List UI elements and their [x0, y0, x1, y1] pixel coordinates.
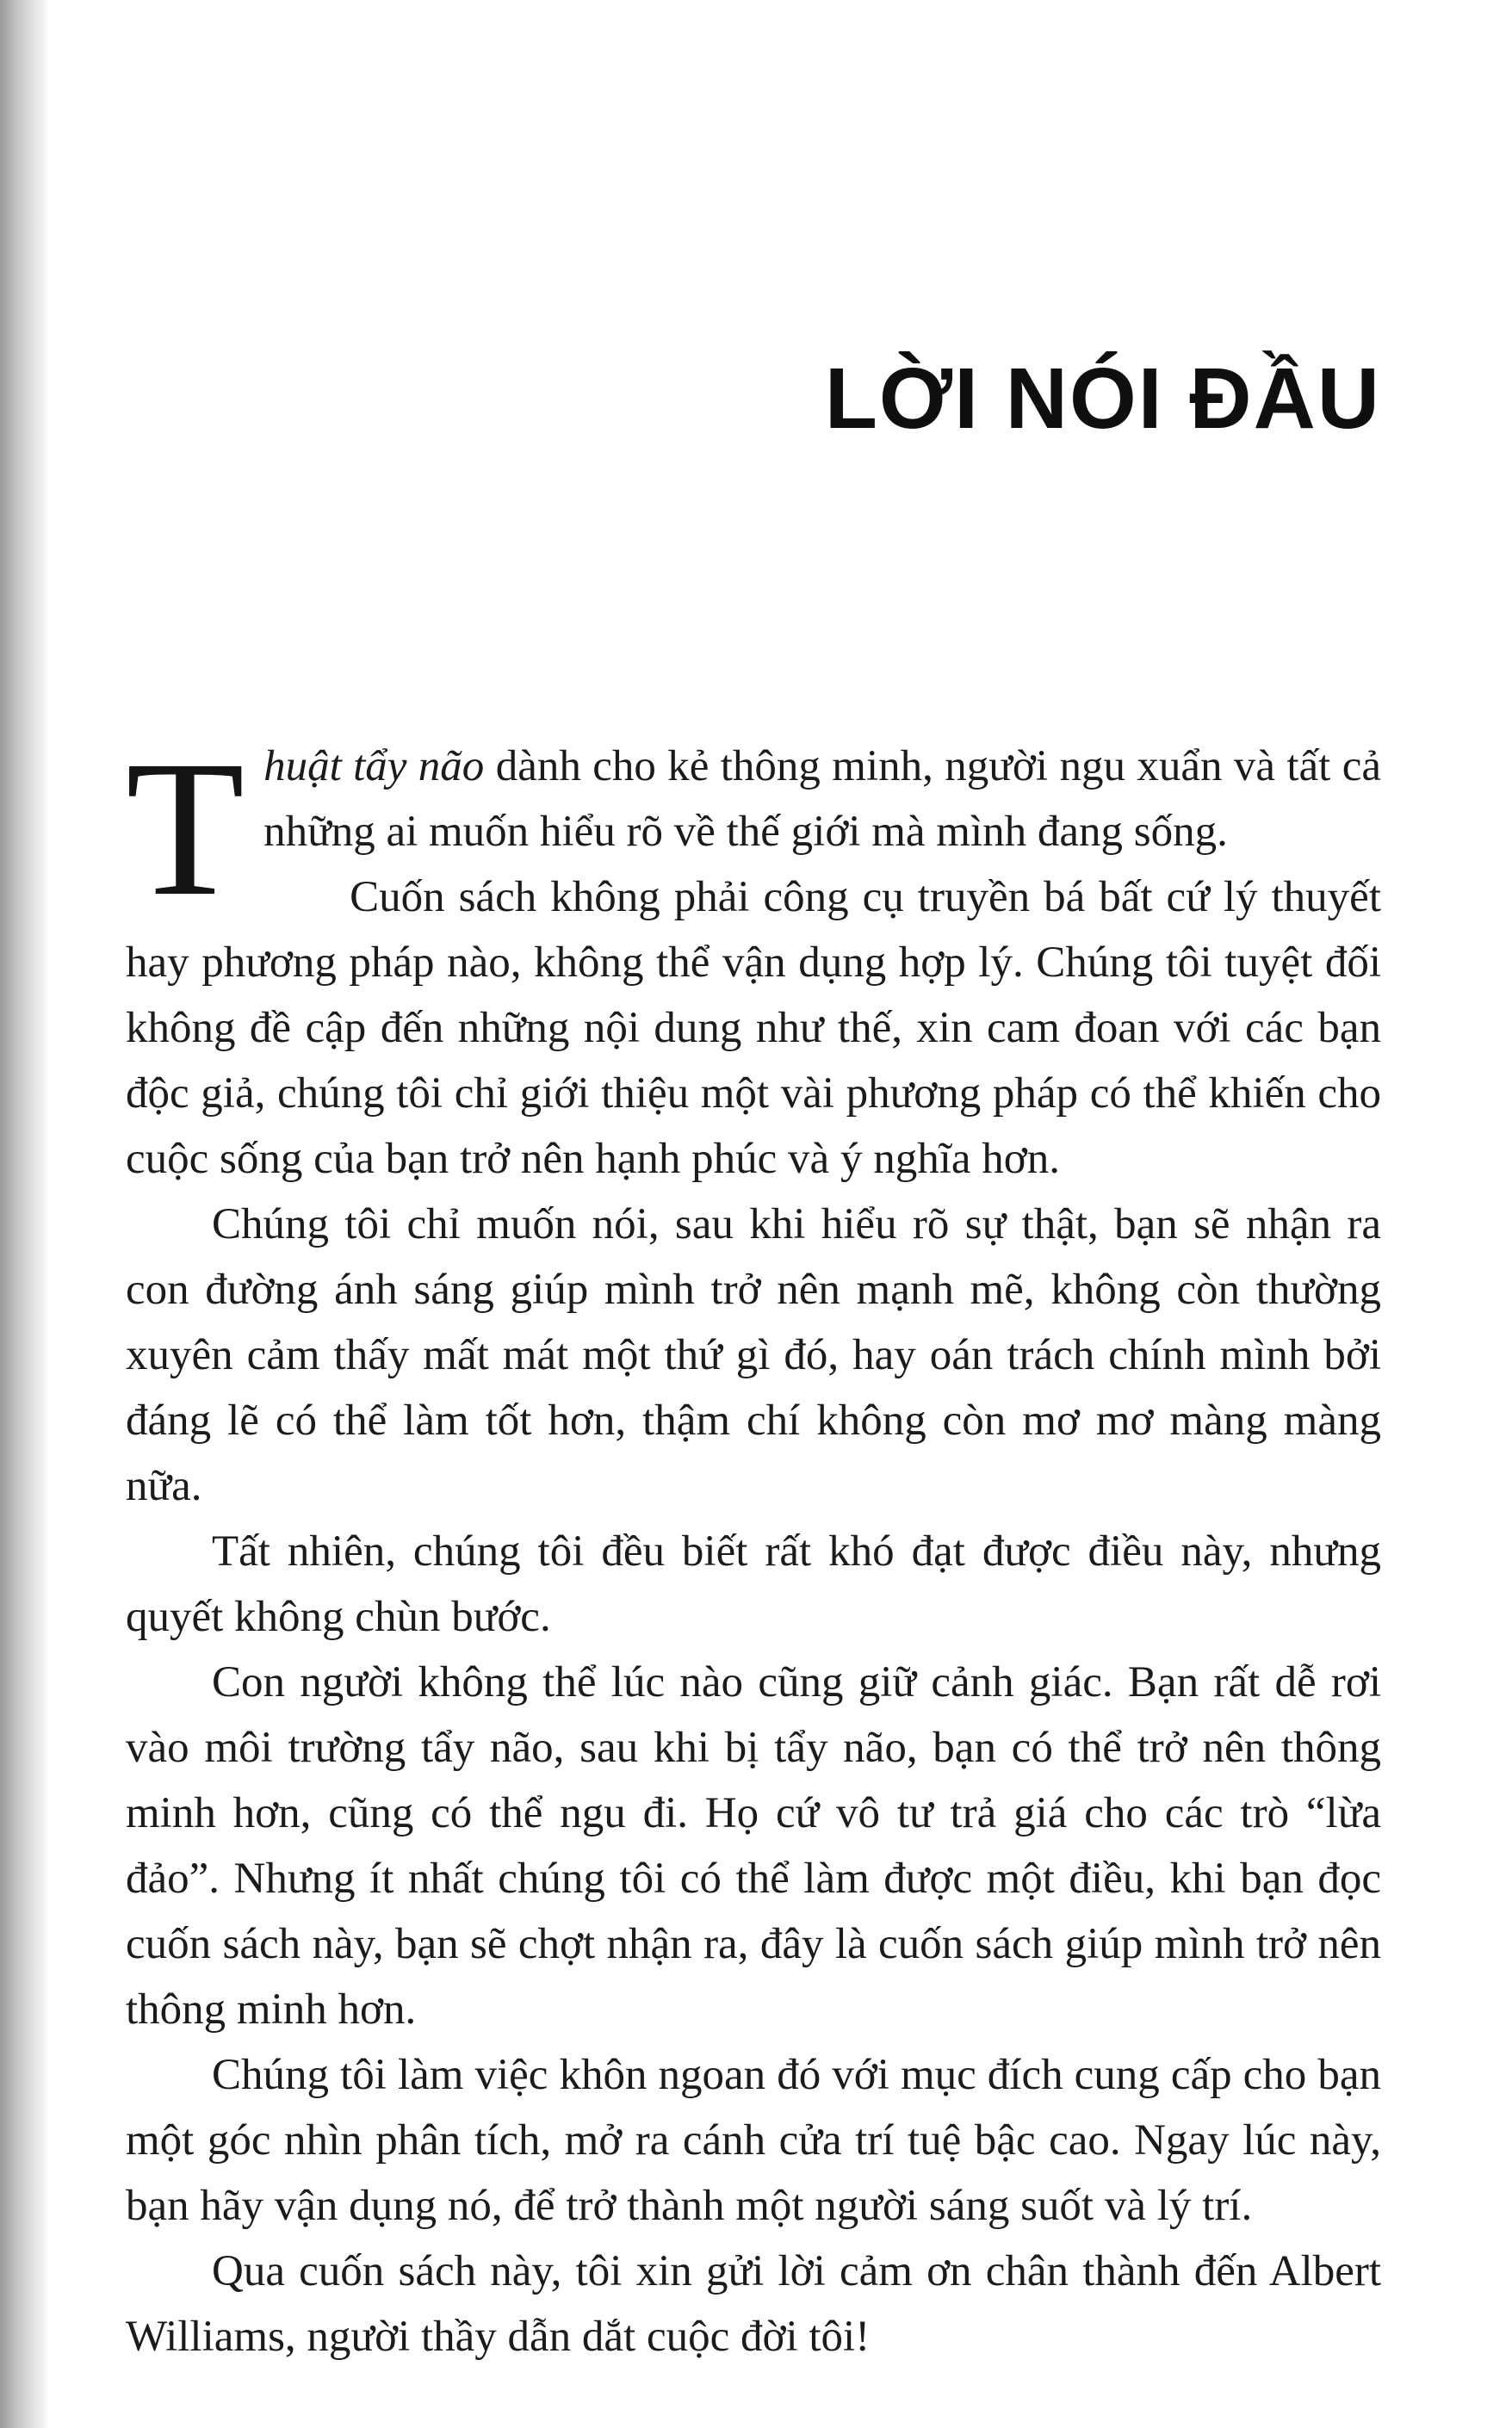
page-gutter-shadow	[0, 0, 50, 2428]
book-title-italic: huật tẩy não	[263, 742, 485, 790]
paragraph-1: Cuốn sách không phải công cụ truyền bá bất cứ lý thuyết hay phương pháp nào, không thể vận dụng hợp lý. Chúng tôi tuyệt đối không đề cập đến những nội dung như thế, xin cam đoan với các bạn độc giả, chúng tôi chỉ giới thiệu một vài phương pháp có thể khiến cho cuộc sống của bạn trở nên hạnh phúc và ý nghĩa hơn.	[126, 873, 1381, 1183]
paragraph-6: Qua cuốn sách này, tôi xin gửi lời cảm ơn chân thành đến Albert Williams, người thầy dẫn dắt cuộc đời tôi!	[126, 2247, 1381, 2361]
paragraph-4: Con người không thể lúc nào cũng giữ cảnh giác. Bạn rất dễ rơi vào môi trường tẩy não, sau khi bị tẩy não, bạn có thể trở nên thông minh hơn, cũng có thể ngu đi. Họ cứ vô tư trả giá cho các trò “lừa đảo”. Nhưng ít nhất chúng tôi có thể làm được một điều, khi bạn đọc cuốn sách này, bạn sẽ chợt nhận ra, đây là cuốn sách giúp mình trở nên thông minh hơn.	[126, 1658, 1381, 2034]
opening-paragraph-text: dành cho kẻ thông minh, người ngu xuẩn và tất cả những ai muốn hiểu rõ về thế giới mà mình đang sống.	[263, 742, 1381, 856]
paragraph-3: Tất nhiên, chúng tôi đều biết rất khó đạt được điều này, nhưng quyết không chùn bước.	[126, 1527, 1381, 1641]
chapter-title: LỜI NÓI ĐẦU	[824, 350, 1381, 447]
paragraph-5: Chúng tôi làm việc khôn ngoan đó với mục đích cung cấp cho bạn một góc nhìn phân tích, mở ra cánh cửa trí tuệ bậc cao. Ngay lúc này, bạn hãy vận dụng nó, để trở thành một người sáng suốt và lý trí.	[126, 2051, 1381, 2230]
paragraph-2: Chúng tôi chỉ muốn nói, sau khi hiểu rõ sự thật, bạn sẽ nhận ra con đường ánh sáng giúp mình trở nên mạnh mẽ, không còn thường xuyên cảm thấy mất mát một thứ gì đó, hay oán trách chính mình bởi đáng lẽ có thể làm tốt hơn, thậm chí không còn mơ mơ màng màng nữa.	[126, 1200, 1381, 1510]
body-text-block	[126, 721, 1381, 2369]
opening-paragraph	[126, 721, 1381, 936]
dropcap-letter: T	[126, 721, 245, 936]
